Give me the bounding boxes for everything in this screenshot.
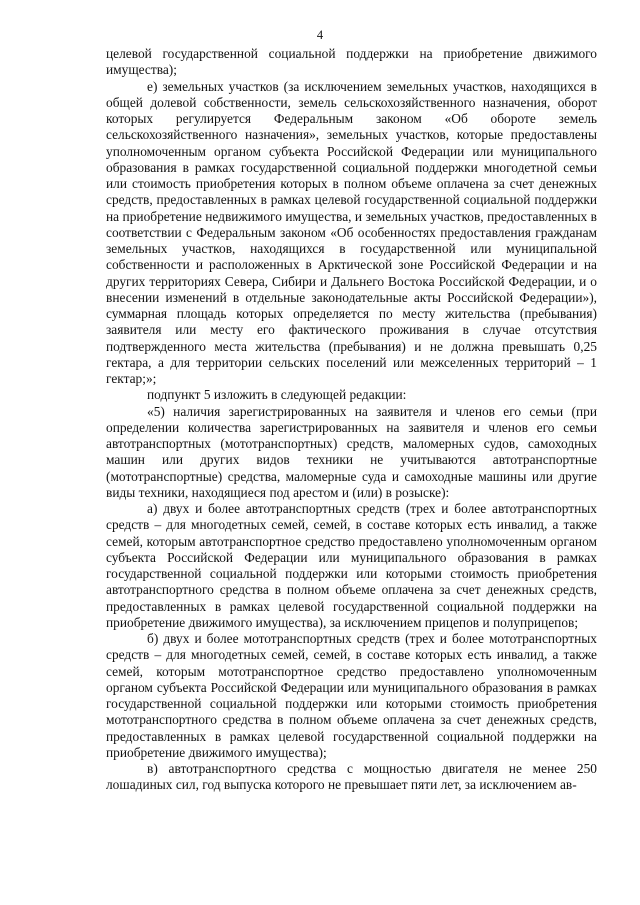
paragraph-item-e: е) земельных участков (за исключением земельных участков, находящихся в общей долевой собственности, земель сельскохозяйственного назначения, оборот которых регулируется Федеральным законом «Об обороте земель сельскохозяйственного назначения», земельных участков, которые предоставлены уполномоченным органом субъекта Российской Федерации или муниципального образования в рамках государственной социальной поддержки многодетной семьи или стоимость приобретения которых в полном объеме оплачена за счет денежных средств, предоставленных в рамках целевой государственной социальной поддержки на приобретение недвижимого имущества, и земельных участков, предоставленных в соответствии с Федеральным законом «Об особенностях предоставления гражданам земельных участков, находящихся в государственной или муниципальной собственности и расположенных в Арктической зоне Российской Федерации и на других территориях Севера, Сибири и Дальнего Востока Российской Федерации, и о внесении изменений в отдельные законодательные акты Российской Федерации»), суммарная площадь которых определяется по месту жительства (пребывания) заявителя или месту его фактического проживания в случае отсутствия подтвержденного места жительства (пребывания) и не должна превышать 0,25 гектара, а для территории сельских поселений или межселенных территорий – 1 гектар;»;	[106, 78, 597, 386]
paragraph-item-b: б) двух и более мототранспортных средств (трех и более мототранспортных средств – для многодетных семей, семей, в составе которых есть инвалид, а также семей, которым мототранспортное средство предоставлено уполномоченным органом субъекта Российской Федерации или муниципального образования в рамках государственной социальной поддержки или которыми стоимость приобретения мототранспортного средства в полном объеме оплачена за счет денежных средств, предоставленных в рамках целевой государственной социальной поддержки на приобретение движимого имущества);	[106, 631, 597, 760]
paragraph-subitem-5-instruction: подпункт 5 изложить в следующей редакции:	[147, 387, 407, 403]
body-text	[106, 46, 597, 794]
page-number: 4	[316, 28, 324, 42]
paragraph-continuation: целевой государственной социальной поддержки на приобретение движимого имущества);	[106, 46, 597, 78]
paragraph-subitem-5: «5) наличия зарегистрированных на заявителя и членов его семьи (при определении количества зарегистрированных на заявителя и членов его семьи автотранспортных (мототранспортных) средств, маломерных судов, самоходных машин или других видов техники не учитываются автотранспортные (мототранспортные) средства, маломерные суда и самоходные машины или другие виды техники, находящиеся под арестом и (или) в розыске):	[106, 403, 597, 500]
paragraph-item-v: в) автотранспортного средства с мощностью двигателя не менее 250 лошадиных сил, год выпуска которого не превышает пяти лет, за исключением ав-	[106, 761, 597, 793]
paragraph-item-a: а) двух и более автотранспортных средств (трех и более автотранспортных средств – для многодетных семей, семей, в составе которых есть инвалид, а также семей, которым автотранспортное средство предоставлено уполномоченным органом субъекта Российской Федерации или муниципального образования в рамках государственной социальной поддержки или которыми стоимость приобретения автотранспортного средства в полном объеме оплачена за счет денежных средств, предоставленных в рамках целевой государственной социальной поддержки на приобретение движимого имущества), за исключением прицепов и полуприцепов;	[106, 501, 597, 630]
